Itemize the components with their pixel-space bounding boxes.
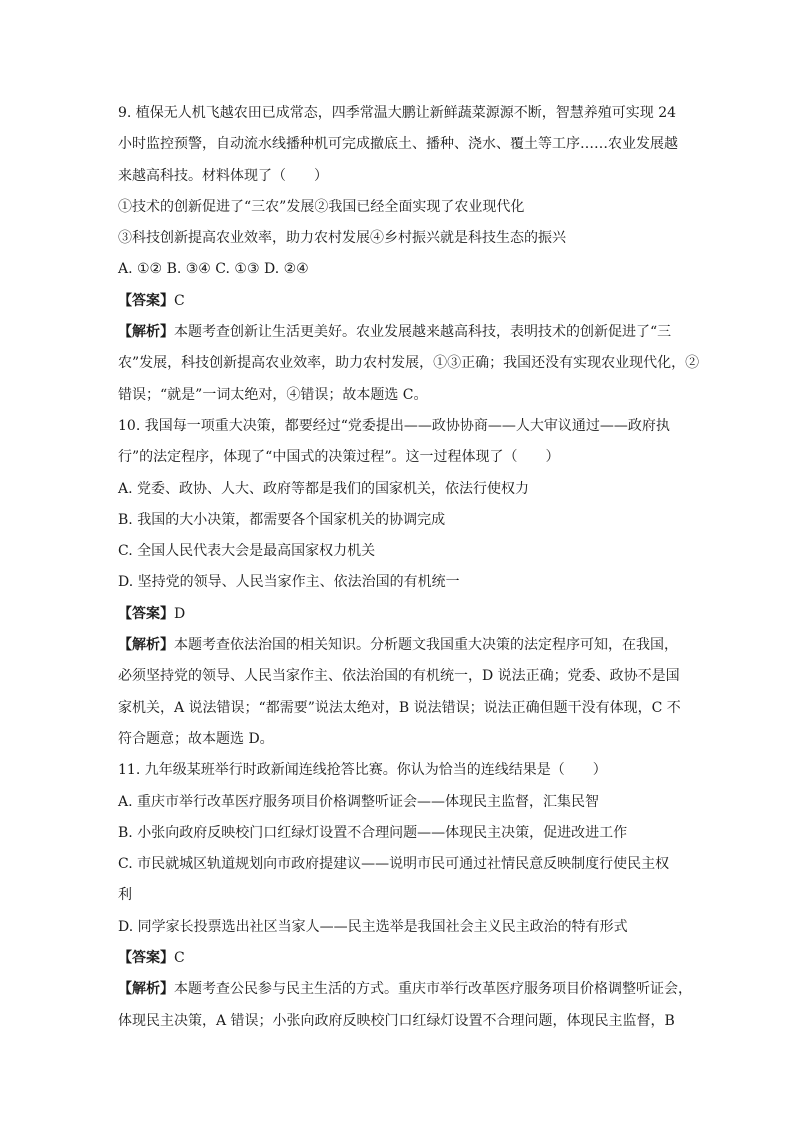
q11-stem-line-1: 11. 九年级某班举行时政新闻连线抢答比赛。你认为恰当的连线结果是（ ）: [118, 762, 607, 779]
q10-option-a: A. 党委、政协、人大、政府等都是我们的国家机关，依法行使权力: [118, 480, 530, 497]
q11-option-c: C. 市民就城区轨道规划向市政府提建议——说明市民可通过社情民意反映制度行使民主权: [118, 856, 670, 873]
q10-answer: [118, 599, 678, 630]
q11-option-d: D. 同学家长投票选出社区当家人——民主选举是我国社会主义民主政治的特有形式: [118, 918, 628, 935]
q10-stem-line-2: 行”的法定程序，体现了“中国式的决策过程”。这一过程体现了（ ）: [118, 449, 560, 466]
q11-option-a: A. 重庆市举行改革医疗服务项目价格调整听证会——体现民主监督，汇集民智: [118, 793, 600, 810]
answer-value: C: [174, 292, 185, 309]
q10-analysis-line-1: [118, 630, 678, 661]
q10-option-b: B. 我国的大小决策，都需要各个国家机关的协调完成: [118, 511, 446, 528]
q9-statement-1: ①技术的创新促进了“三农”发展②我国已经全面实现了农业现代化: [118, 198, 525, 215]
answer-tag: 【答案】: [118, 292, 174, 309]
q9-statement-2: ③科技创新提高农业效率，助力农村发展④乡村振兴就是科技生态的振兴: [118, 230, 566, 247]
q11-analysis-line-2: 体现民主决策，A 错误；小张向政府反映校门口红绿灯设置不合理问题，体现民主监督，B: [118, 1012, 675, 1029]
q10-analysis-line-4: 符合题意；故本题选 D。: [118, 730, 274, 747]
q10-option-d: D. 坚持党的领导、人民当家作主、依法治国的有机统一: [118, 574, 460, 591]
q11-option-b: B. 小张向政府反映校门口红绿灯设置不合理问题——体现民主决策，促进改进工作: [118, 824, 628, 841]
analysis-text: 本题考查创新让生活更美好。农业发展越来越高科技，表明技术的创新促进了“三: [174, 324, 672, 341]
analysis-tag: 【解析】: [118, 981, 174, 998]
q9-analysis-line-2: 农”发展，科技创新提高农业效率，助力农村发展，①③正确；我国还没有实现农业现代化，②: [118, 355, 700, 372]
q11-answer: [118, 943, 678, 974]
q9-stem-line-1: 9. 植保无人机飞越农田已成常态，四季常温大鹏让新鲜蔬菜源源不断，智慧养殖可实现 24: [118, 105, 677, 121]
q9-analysis-line-3: 错误；“就是”一词太绝对，④错误；故本题选 C。: [118, 386, 428, 403]
q10-analysis-line-2: 必须坚持党的领导、人民当家作主、依法治国的有机统一，D 说法正确；党委、政协不是国: [118, 668, 680, 685]
q9-stem-line-3: 来越高科技。材料体现了（ ）: [118, 167, 328, 184]
analysis-text: 本题考查依法治国的相关知识。分析题文我国重大决策的法定程序可知，在我国，: [174, 637, 678, 654]
q11-analysis-line-1: [118, 974, 692, 1005]
q11-option-c-cont: 利: [118, 887, 132, 904]
q10-option-c: C. 全国人民代表大会是最高国家权力机关: [118, 543, 376, 560]
q9-options: A. ①② B. ③④ C. ①③ D. ②④: [118, 261, 309, 278]
analysis-text: 本题考查公民参与民主生活的方式。重庆市举行改革医疗服务项目价格调整听证会，: [174, 981, 692, 998]
answer-value: C: [174, 950, 185, 967]
q9-analysis-line-1: [118, 317, 678, 348]
q10-analysis-line-3: 家机关，A 说法错误；“都需要”说法太绝对，B 说法错误；说法正确但题干没有体现，C 不: [118, 699, 681, 716]
answer-value: D: [174, 605, 186, 622]
q9-stem-line-2: 小时监控预警，自动流水线播种机可完成撤底土、播种、浇水、覆土等工序……农业发展越: [118, 136, 678, 153]
q10-stem-line-1: 10. 我国每一项重大决策，都要经过“党委提出——政协协商——人大审议通过——政府执: [118, 417, 670, 434]
answer-tag: 【答案】: [118, 950, 174, 967]
answer-tag: 【答案】: [118, 605, 174, 622]
q9-answer: [118, 286, 678, 317]
analysis-tag: 【解析】: [118, 637, 174, 654]
analysis-tag: 【解析】: [118, 324, 174, 341]
document-page: [118, 98, 700, 1037]
